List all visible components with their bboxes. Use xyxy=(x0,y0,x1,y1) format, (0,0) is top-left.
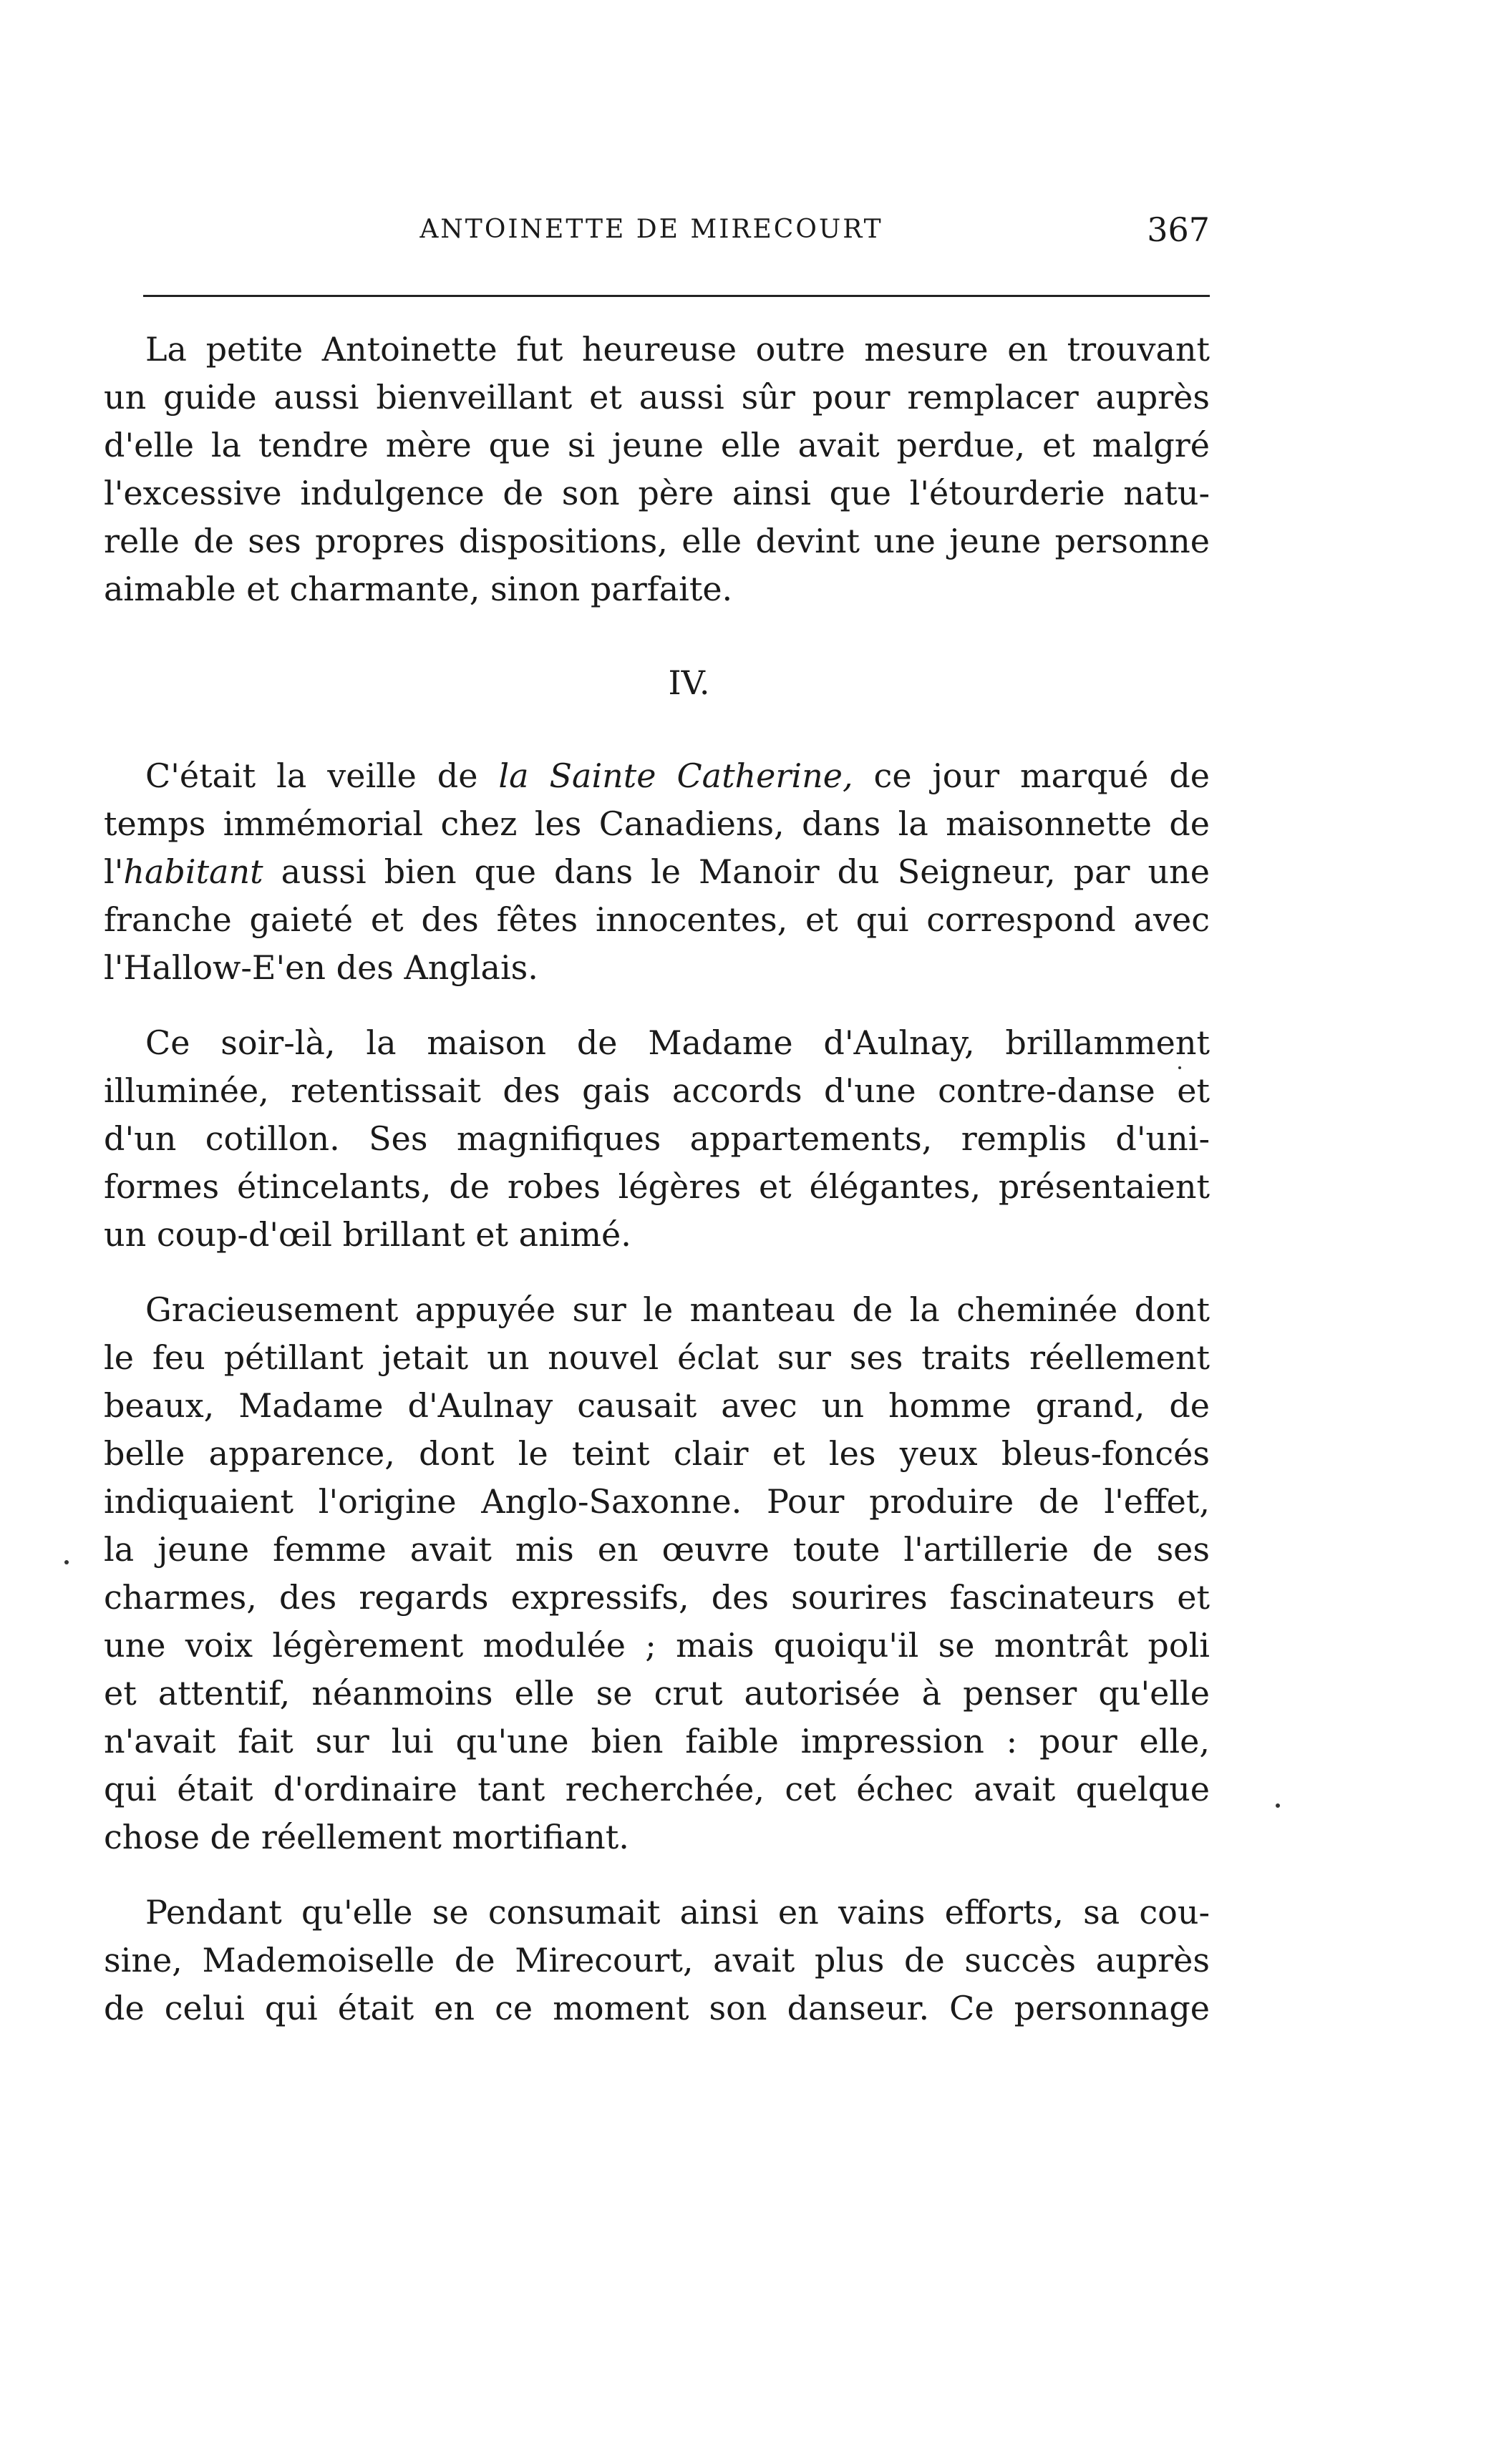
running-title: ANTOINETTE DE MIRECOURT xyxy=(419,215,883,244)
text-line: charmes, des regards expressifs, des sourires fascinateurs et xyxy=(104,1578,1210,1617)
text-run: aussi bien que dans le Manoir du Seigneur, par une xyxy=(263,852,1210,891)
text-line: l'Hallow-E'en des Anglais. xyxy=(104,948,538,987)
text-line: Pendant qu'elle se consumait ainsi en vains efforts, sa cou- xyxy=(145,1893,1210,1932)
text-line: qui était d'ordinaire tant recherchée, cet échec avait quelque xyxy=(104,1770,1210,1808)
text-line: franche gaieté et des fêtes innocentes, et qui correspond avec xyxy=(104,900,1210,939)
paragraph-gap xyxy=(104,1259,1210,1286)
italic-title: la Sainte Catherine, xyxy=(498,756,853,795)
text-line: chose de réellement mortifiant. xyxy=(104,1818,629,1856)
text-line: Gracieusement appuyée sur le manteau de la cheminée dont xyxy=(145,1290,1210,1329)
text-run: ce jour marqué de xyxy=(853,756,1210,795)
text-run: l' xyxy=(104,852,124,891)
text-line xyxy=(104,752,1210,800)
ink-speck xyxy=(1178,1066,1181,1069)
text-line: n'avait fait sur lui qu'une bien faible impression : pour elle, xyxy=(104,1722,1210,1761)
text-line: relle de ses propres dispositions, elle devint une jeune personne xyxy=(104,522,1210,560)
ink-speck xyxy=(64,1560,69,1564)
text-line: indiquaient l'origine Anglo-Saxonne. Pour produire de l'effet, xyxy=(104,1482,1210,1521)
text-line: formes étincelants, de robes légères et élégantes, présentaient xyxy=(104,1167,1210,1206)
section-heading: IV. xyxy=(668,663,710,702)
text-line: beaux, Madame d'Aulnay causait avec un homme grand, de xyxy=(104,1386,1210,1425)
italic-word: habitant xyxy=(123,852,263,891)
text-line: de celui qui était en ce moment son danseur. Ce personnage xyxy=(104,1989,1210,2027)
ink-speck xyxy=(1276,1803,1280,1808)
page-number: 367 xyxy=(1147,210,1210,249)
text-line: Ce soir-là, la maison de Madame d'Aulnay, brillamment xyxy=(145,1023,1210,1062)
running-head xyxy=(93,210,1210,258)
text-line: et attentif, néanmoins elle se crut autorisée à penser qu'elle xyxy=(104,1674,1210,1713)
paragraph-intro xyxy=(104,326,1210,613)
text-run: C'était la veille de xyxy=(145,756,499,795)
text-line: temps immémorial chez les Canadiens, dans la maisonnette de xyxy=(104,804,1210,843)
text-line: l'excessive indulgence de son père ainsi que l'étourderie natu- xyxy=(104,474,1210,512)
body-text xyxy=(104,326,1210,2032)
text-line: illuminée, retentissait des gais accords d'une contre-danse et xyxy=(104,1071,1210,1110)
text-line: un guide aussi bienveillant et aussi sûr pour remplacer auprès xyxy=(104,378,1210,417)
text-line: une voix légèrement modulée ; mais quoiqu'il se montrât poli xyxy=(104,1626,1210,1665)
paragraph-3 xyxy=(104,1286,1210,1861)
text-line: le feu pétillant jetait un nouvel éclat sur ses traits réellement xyxy=(104,1338,1210,1377)
paragraph-2 xyxy=(104,1019,1210,1259)
header-rule xyxy=(143,295,1210,297)
text-line: un coup-d'œil brillant et animé. xyxy=(104,1215,631,1254)
text-line: La petite Antoinette fut heureuse outre mesure en trouvant xyxy=(145,330,1210,369)
text-line: sine, Mademoiselle de Mirecourt, avait plus de succès auprès xyxy=(104,1941,1210,1980)
text-line: belle apparence, dont le teint clair et les yeux bleus-foncés xyxy=(104,1434,1210,1473)
text-line: d'elle la tendre mère que si jeune elle avait perdue, et malgré xyxy=(104,426,1210,464)
paragraph-4 xyxy=(104,1889,1210,2032)
text-line xyxy=(104,848,1210,896)
text-line: la jeune femme avait mis en œuvre toute l'artillerie de ses xyxy=(104,1530,1210,1569)
paragraph-gap xyxy=(104,1861,1210,1889)
text-line: aimable et charmante, sinon parfaite. xyxy=(104,570,733,608)
text-line: d'un cotillon. Ses magnifiques appartements, remplis d'uni- xyxy=(104,1119,1210,1158)
paragraph-gap xyxy=(104,992,1210,1019)
paragraph-1 xyxy=(104,752,1210,992)
